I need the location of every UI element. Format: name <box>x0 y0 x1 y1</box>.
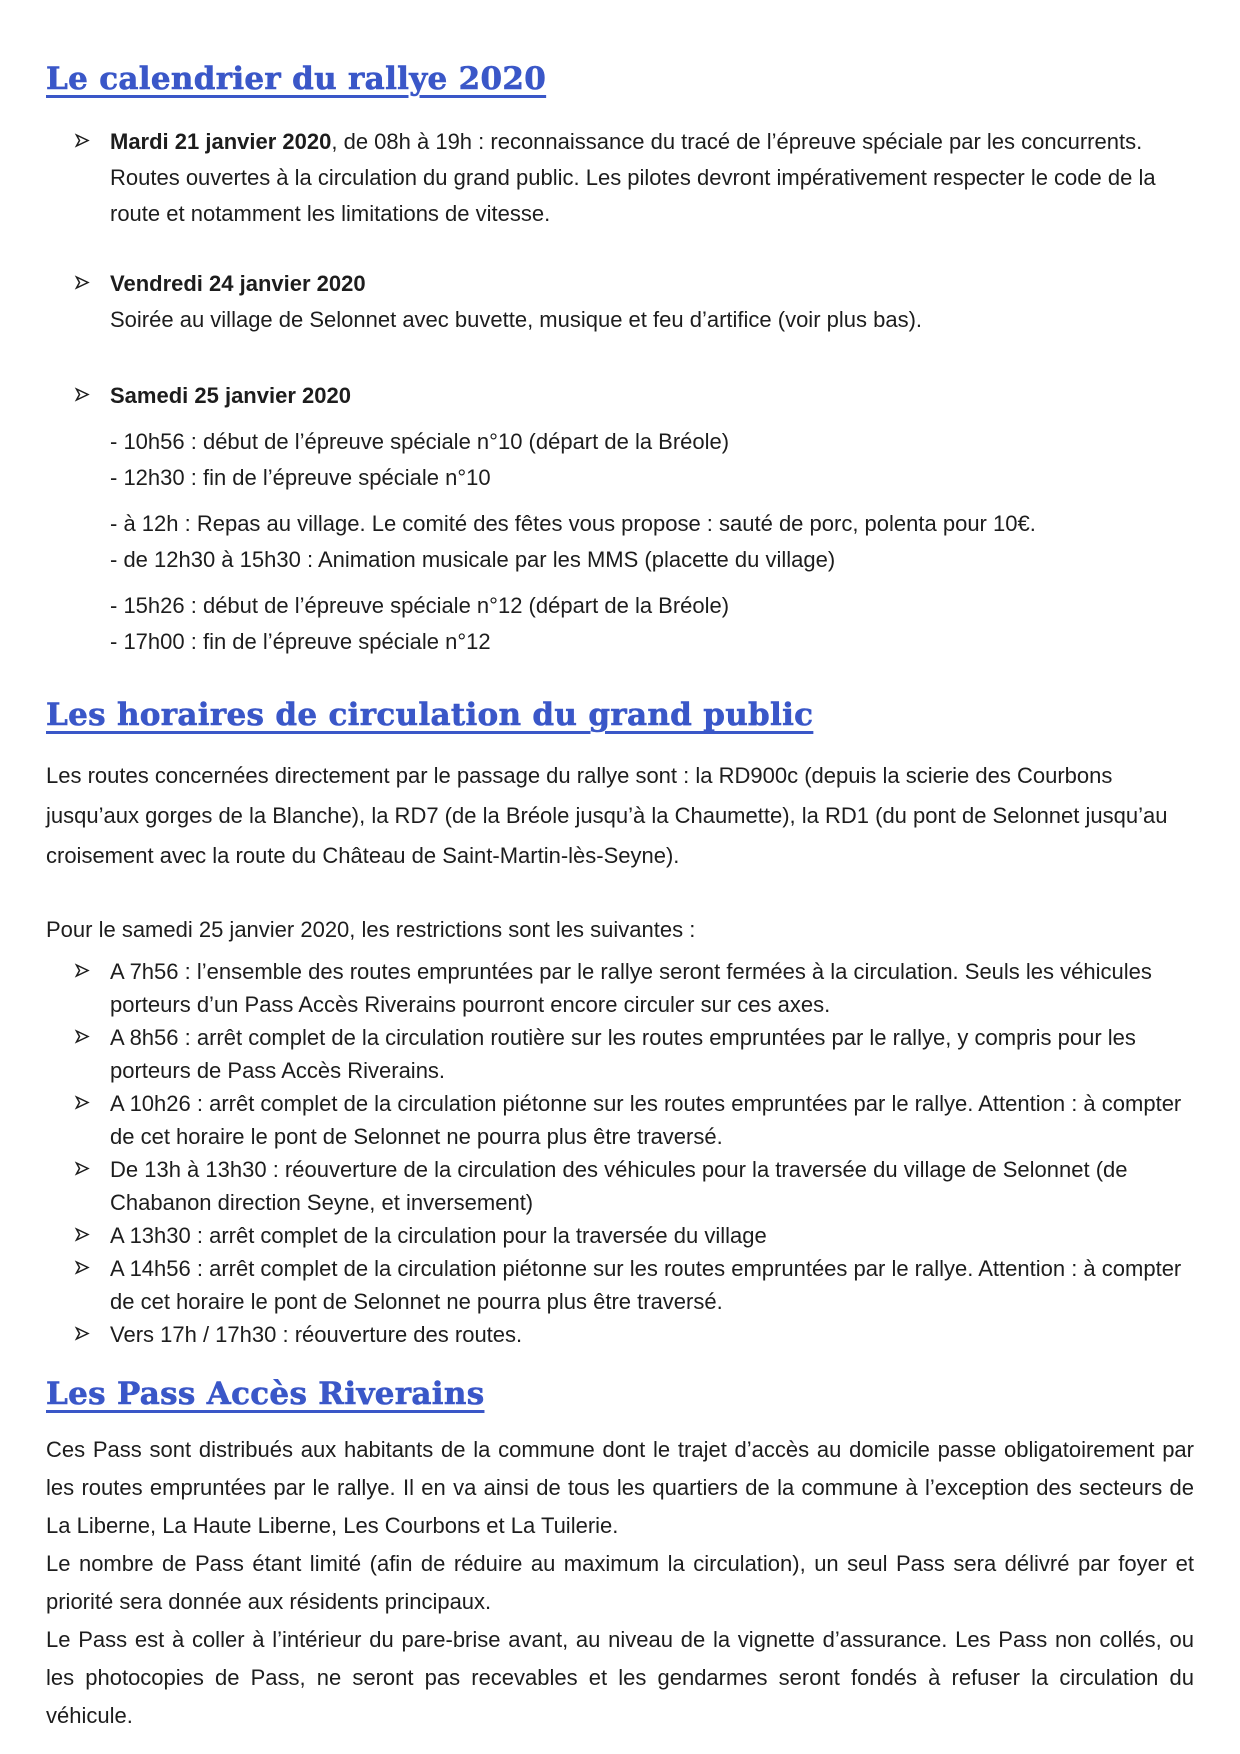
restriction-text: A 14h56 : arrêt complet de la circulation piétonne sur les routes empruntées par le rallye. Attention : à compter de cet horaire le pont de Selonnet ne pourra plus être traversé. <box>110 1256 1182 1314</box>
restrictions-lead: Pour le samedi 25 janvier 2020, les restrictions sont les suivantes : <box>46 917 696 942</box>
pass-paragraphs <box>46 1431 1194 1735</box>
event-date: Samedi 25 janvier 2020 <box>110 383 351 408</box>
arrow-bullet-icon <box>74 1087 94 1111</box>
pass-paragraph: Le Pass est à coller à l’intérieur du pare-brise avant, au niveau de la vignette d’assurance. Les Pass non collés, ou les photocopies de Pass, ne seront pas recevables et les gendarmes seront fondés à refuser la circulation du véhicule. <box>46 1627 1194 1728</box>
restriction-text: Vers 17h / 17h30 : réouverture des routes. <box>110 1322 523 1347</box>
restriction-text: A 7h56 : l’ensemble des routes empruntées par le rallye seront fermées à la circulation. Seuls les véhicules porteurs d’un Pass Accès Riverains pourront encore circuler sur ces axes. <box>110 959 1152 1017</box>
schedule-line: - 10h56 : début de l’épreuve spéciale n°10 (départ de la Bréole) <box>110 429 730 454</box>
restriction-item <box>46 1219 1194 1252</box>
schedule-line: - 12h30 : fin de l’épreuve spéciale n°10 <box>110 465 491 490</box>
restriction-item <box>46 1153 1194 1219</box>
restriction-text: A 8h56 : arrêt complet de la circulation routière sur les routes empruntées par le rallye, y compris pour les porteurs de Pass Accès Riverains. <box>110 1025 1136 1083</box>
pass-paragraph: Ces Pass sont distribués aux habitants de la commune dont le trajet d’accès au domicile passe obligatoirement par les routes empruntées par le rallye. Il en va ainsi de tous les quartiers de la commune à l’exception des secteurs de La Liberne, La Haute Liberne, Les Courbons et La Tuilerie. <box>46 1437 1194 1538</box>
schedule-line: - de 12h30 à 15h30 : Animation musicale par les MMS (placette du village) <box>110 547 836 572</box>
restriction-item <box>46 1252 1194 1318</box>
arrow-bullet-icon <box>74 1318 94 1342</box>
calendar-list <box>46 124 1194 660</box>
event-detail: Soirée au village de Selonnet avec buvette, musique et feu d’artifice (voir plus bas). <box>110 307 923 332</box>
arrow-bullet-icon <box>74 1153 94 1177</box>
calendar-item <box>46 378 1194 660</box>
event-description <box>110 378 1194 660</box>
schedule-group <box>110 506 1194 578</box>
restriction-item <box>46 1318 1194 1351</box>
arrow-bullet-icon <box>74 378 94 403</box>
event-text: , de 08h à 19h : reconnaissance du tracé de l’épreuve spéciale par les concurrents. Routes ouvertes à la circulation du grand public. Les pilotes devront impérativement respecter le code de la route et notamment les limitations de vitesse. <box>110 129 1156 226</box>
arrow-bullet-icon <box>74 124 94 149</box>
arrow-bullet-icon <box>74 1219 94 1243</box>
schedule-line: - 15h26 : début de l’épreuve spéciale n°12 (départ de la Bréole) <box>110 593 730 618</box>
schedule-line: - 17h00 : fin de l’épreuve spéciale n°12 <box>110 629 491 654</box>
arrow-bullet-icon <box>74 1021 94 1045</box>
event-date: Vendredi 24 janvier 2020 <box>110 271 366 296</box>
schedule-group <box>110 424 1194 496</box>
restriction-item <box>46 1021 1194 1087</box>
pass-paragraph: Le nombre de Pass étant limité (afin de réduire au maximum la circulation), un seul Pass sera délivré par foyer et priorité sera donnée aux résidents principaux. <box>46 1551 1194 1614</box>
event-description <box>110 266 1194 338</box>
arrow-bullet-icon <box>74 955 94 979</box>
schedule-line: - à 12h : Repas au village. Le comité des fêtes vous propose : sauté de porc, polenta pour 10€. <box>110 511 1036 536</box>
calendar-item <box>46 266 1194 338</box>
pass-title: Les Pass Accès Riverains <box>46 1376 485 1412</box>
restriction-text: De 13h à 13h30 : réouverture de la circulation des véhicules pour la traversée du village de Selonnet (de Chabanon direction Seyne, et inversement) <box>110 1157 1128 1215</box>
calendar-item <box>46 124 1194 232</box>
restriction-text: A 10h26 : arrêt complet de la circulation piétonne sur les routes empruntées par le rallye. Attention : à compter de cet horaire le pont de Selonnet ne pourra plus être traversé. <box>110 1091 1182 1149</box>
event-date: Mardi 21 janvier 2020 <box>110 129 332 154</box>
restriction-item <box>46 1087 1194 1153</box>
restriction-item <box>46 955 1194 1021</box>
calendar-title: Le calendrier du rallye 2020 <box>46 61 547 97</box>
arrow-bullet-icon <box>74 1252 94 1276</box>
horaires-title: Les horaires de circulation du grand public <box>46 697 814 733</box>
routes-intro-paragraph: Les routes concernées directement par le passage du rallye sont : la RD900c (depuis la scierie des Courbons jusqu’aux gorges de la Blanche), la RD7 (de la Bréole jusqu’à la Chaumette), la RD1 (du pont de Selonnet jusqu’au croisement avec la route du Château de Saint-Martin-lès-Seyne). <box>46 763 1168 868</box>
event-description <box>110 124 1194 232</box>
restrictions-list <box>46 955 1194 1351</box>
schedule-group <box>110 588 1194 660</box>
restriction-text: A 13h30 : arrêt complet de la circulation pour la traversée du village <box>110 1223 767 1248</box>
arrow-bullet-icon <box>74 266 94 291</box>
